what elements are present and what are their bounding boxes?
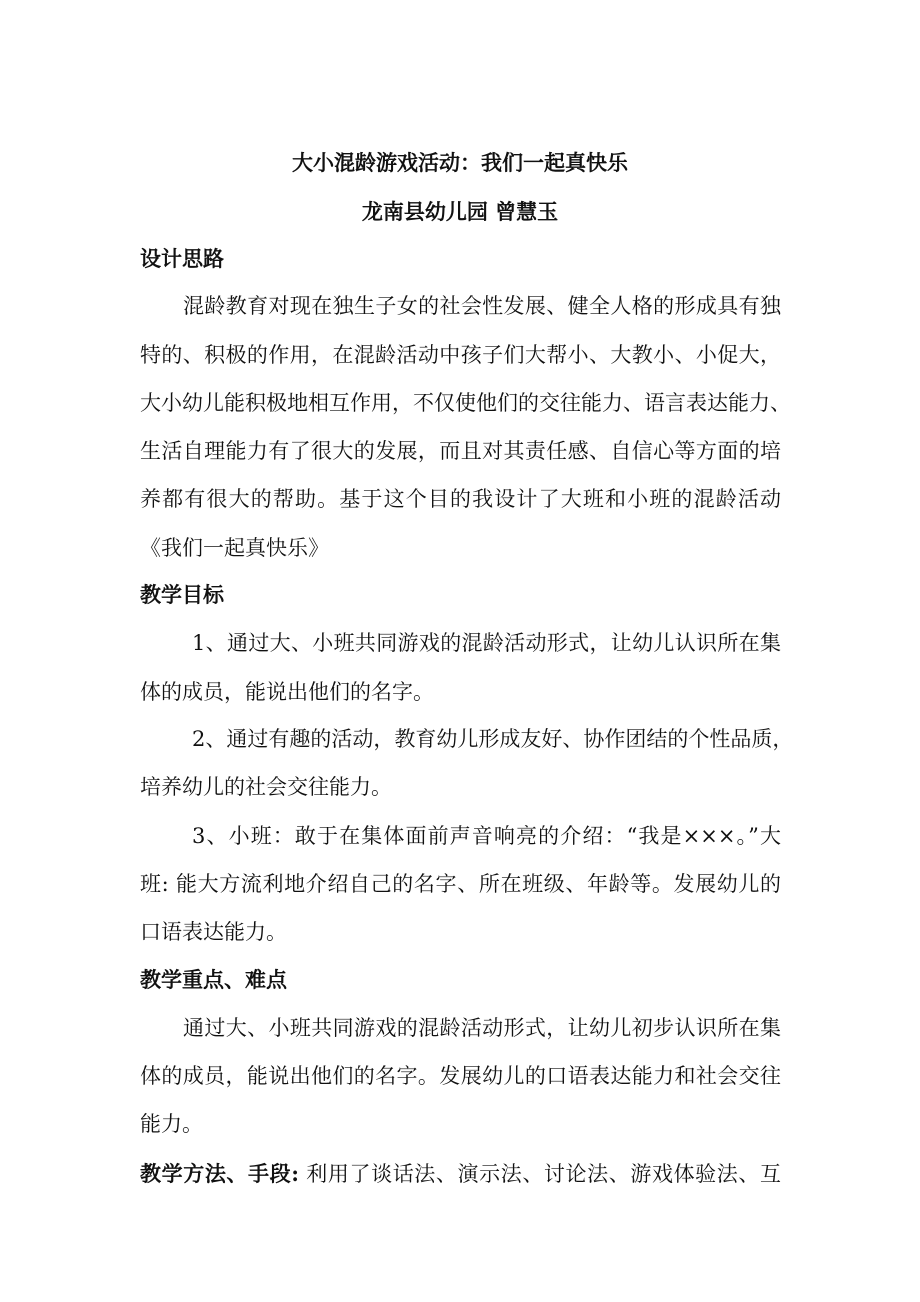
goal-item-line: 体的成员，能说出他们的名字。 <box>140 680 434 704</box>
section-heading-design: 设计思路 <box>140 246 224 271</box>
methods-line <box>140 1160 781 1188</box>
section-heading-methods: 教学方法、手段: <box>140 1161 299 1186</box>
section-heading-goals: 教学目标 <box>140 582 224 607</box>
goal-item-line: 班: 能大方流利地介绍自己的名字、所在班级、年龄等。发展幼儿的 <box>140 872 781 896</box>
paragraph-line: 养都有很大的帮助。基于这个目的我设计了大班和小班的混龄活动 <box>140 487 781 511</box>
paragraph-line: 《我们一起真快乐》 <box>140 536 329 560</box>
goal-item-line: 1、通过大、小班共同游戏的混龄活动形式，让幼儿认识所在集 <box>192 631 781 655</box>
paragraph-line: 大小幼儿能积极地相互作用，不仅使他们的交往能力、语言表达能力、 <box>140 391 791 415</box>
goal-item-line: 口语表达能力。 <box>140 920 287 944</box>
paragraph-line: 通过大、小班共同游戏的混龄活动形式，让幼儿初步认识所在集 <box>183 1016 781 1040</box>
goal-item-line: 培养幼儿的社会交往能力。 <box>140 775 392 799</box>
paragraph-line: 体的成员，能说出他们的名字。发展幼儿的口语表达能力和社会交往 <box>140 1064 781 1088</box>
document-title: 大小混龄游戏活动：我们一起真快乐 <box>292 150 628 175</box>
methods-text: 利用了谈话法、演示法、讨论法、游戏体验法、互 <box>299 1162 781 1186</box>
paragraph-line: 特的、积极的作用，在混龄活动中孩子们大帮小、大教小、小促大， <box>140 343 781 367</box>
paragraph-line: 混龄教育对现在独生子女的社会性发展、健全人格的形成具有独 <box>183 294 781 318</box>
document-author: 龙南县幼儿园 曾慧玉 <box>361 199 559 224</box>
goal-item-line: 2、通过有趣的活动，教育幼儿形成友好、协作团结的个性品质， <box>192 727 794 751</box>
section-heading-key-points: 教学重点、难点 <box>140 967 287 992</box>
paragraph-line: 能力。 <box>140 1112 203 1136</box>
paragraph-line: 生活自理能力有了很大的发展，而且对其责任感、自信心等方面的培 <box>140 439 781 463</box>
goal-item-line: 3、小班：敢于在集体面前声音响亮的介绍：“我是×××。”大 <box>192 824 781 848</box>
